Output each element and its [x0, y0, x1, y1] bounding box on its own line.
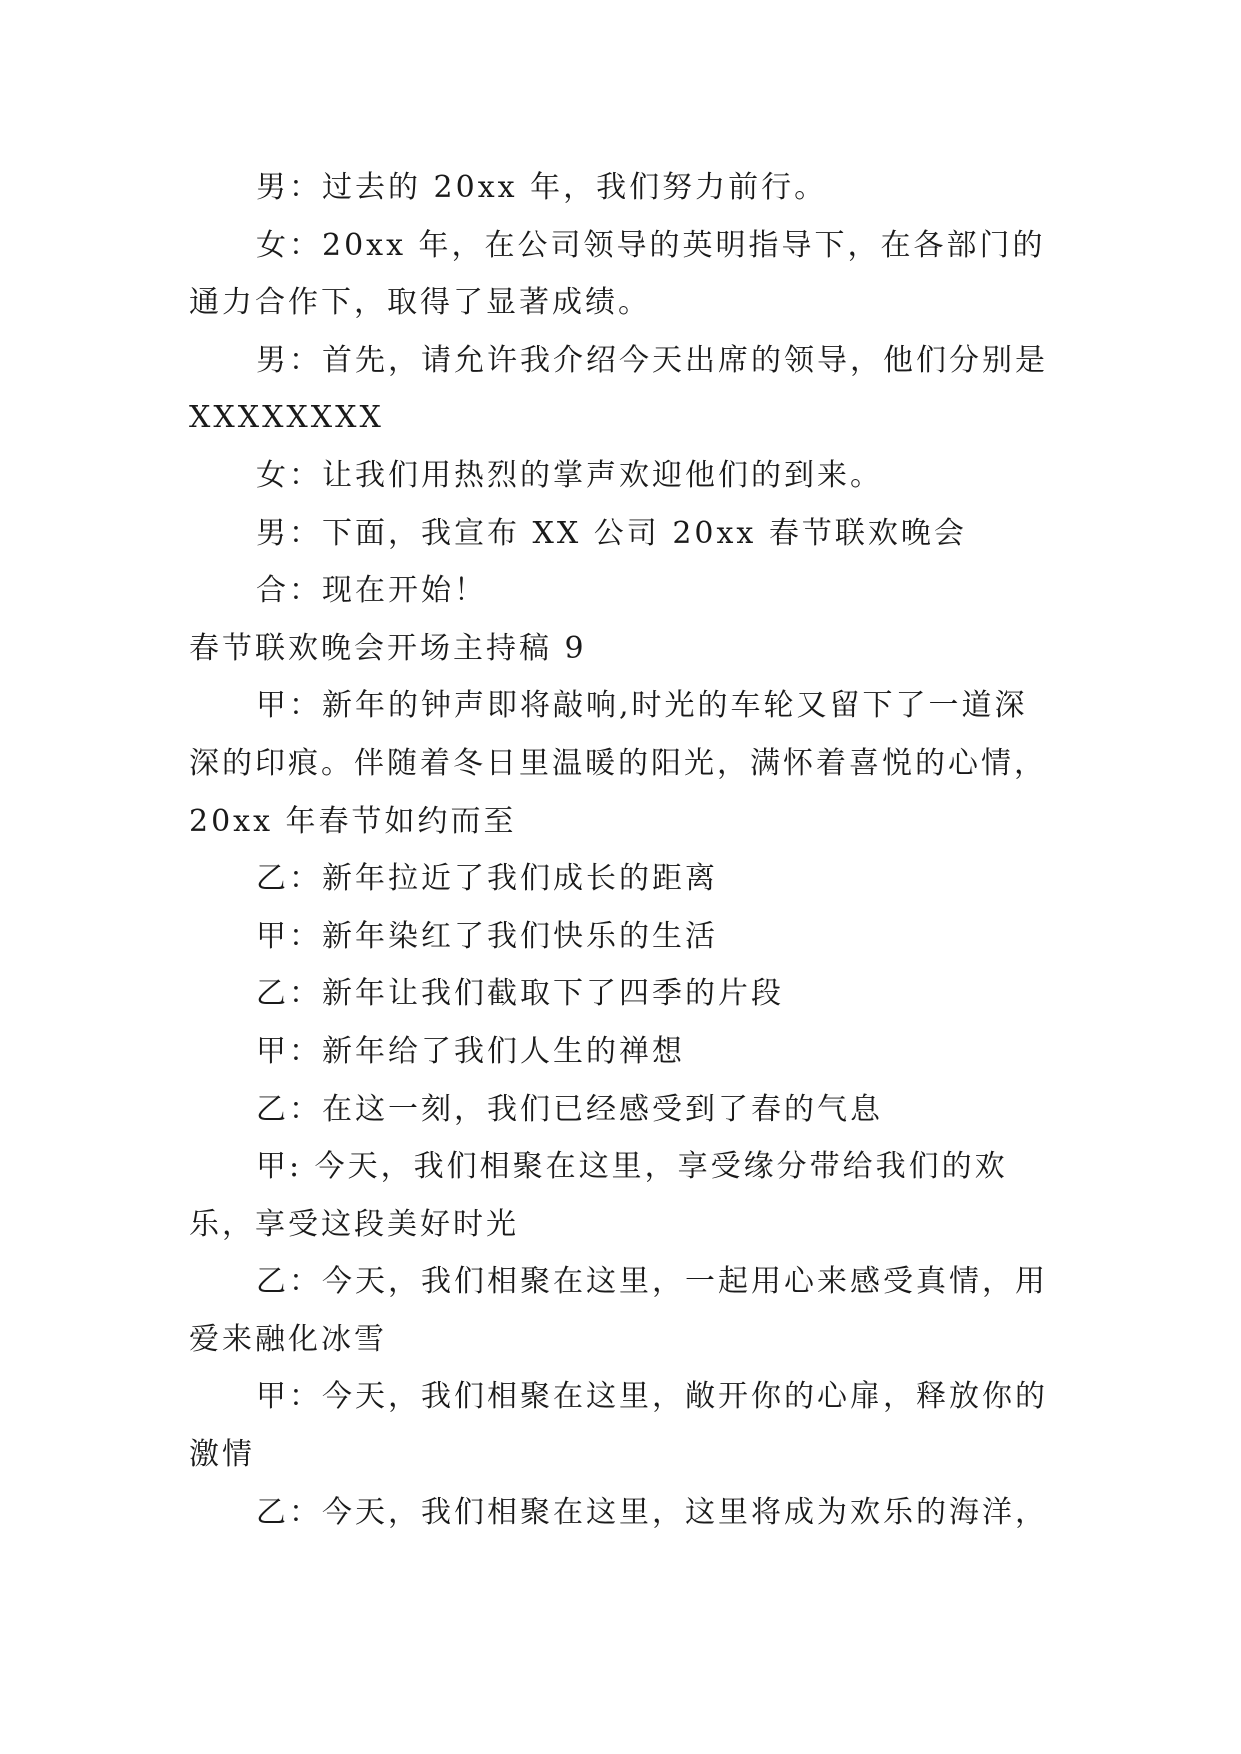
- dialogue-paragraph: 甲：今天，我们相聚在这里，敞开你的心扉，释放你的激情: [189, 1379, 1048, 1473]
- dialogue-paragraph: 乙：新年拉近了我们成长的距离: [256, 861, 718, 897]
- dialogue-paragraph: 女：让我们用热烈的掌声欢迎他们的到来。: [256, 457, 883, 493]
- document-body: [189, 159, 1053, 1541]
- dialogue-paragraph: 甲：新年给了我们人生的禅想: [256, 1033, 685, 1069]
- dialogue-paragraph: 男：下面，我宣布 XX 公司 20xx 春节联欢晚会: [256, 515, 967, 551]
- dialogue-paragraph: 乙：今天，我们相聚在这里，一起用心来感受真情，用爱来融化冰雪: [189, 1264, 1048, 1357]
- dialogue-paragraph: 男：首先，请允许我介绍今天出席的领导，他们分别是 XXXXXXXX: [189, 342, 1048, 436]
- dialogue-paragraph: 合：现在开始！: [256, 573, 487, 609]
- dialogue-paragraph: 乙：今天，我们相聚在这里，这里将成为欢乐的海洋，: [256, 1494, 1048, 1530]
- dialogue-paragraph: 甲：新年染红了我们快乐的生活: [256, 918, 718, 954]
- dialogue-paragraph: 甲：新年的钟声即将敲响,时光的车轮又留下了一道深深的印痕。伴随着冬日里温暖的阳光，满怀着喜悦的心情，20xx 年春节如约而至: [189, 688, 1047, 839]
- dialogue-paragraph: 乙：新年让我们截取下了四季的片段: [256, 976, 784, 1012]
- dialogue-paragraph: 男：过去的 20xx 年，我们努力前行。: [256, 170, 828, 205]
- section-heading: 春节联欢晚会开场主持稿 9: [189, 630, 587, 666]
- dialogue-paragraph: 乙：在这一刻，我们已经感受到了春的气息: [256, 1091, 883, 1127]
- dialogue-paragraph: 甲: 今天，我们相聚在这里，享受缘分带给我们的欢乐，享受这段美好时光: [189, 1149, 1008, 1242]
- dialogue-paragraph: 女：20xx 年，在公司领导的英明指导下，在各部门的通力合作下，取得了显著成绩。: [189, 227, 1046, 321]
